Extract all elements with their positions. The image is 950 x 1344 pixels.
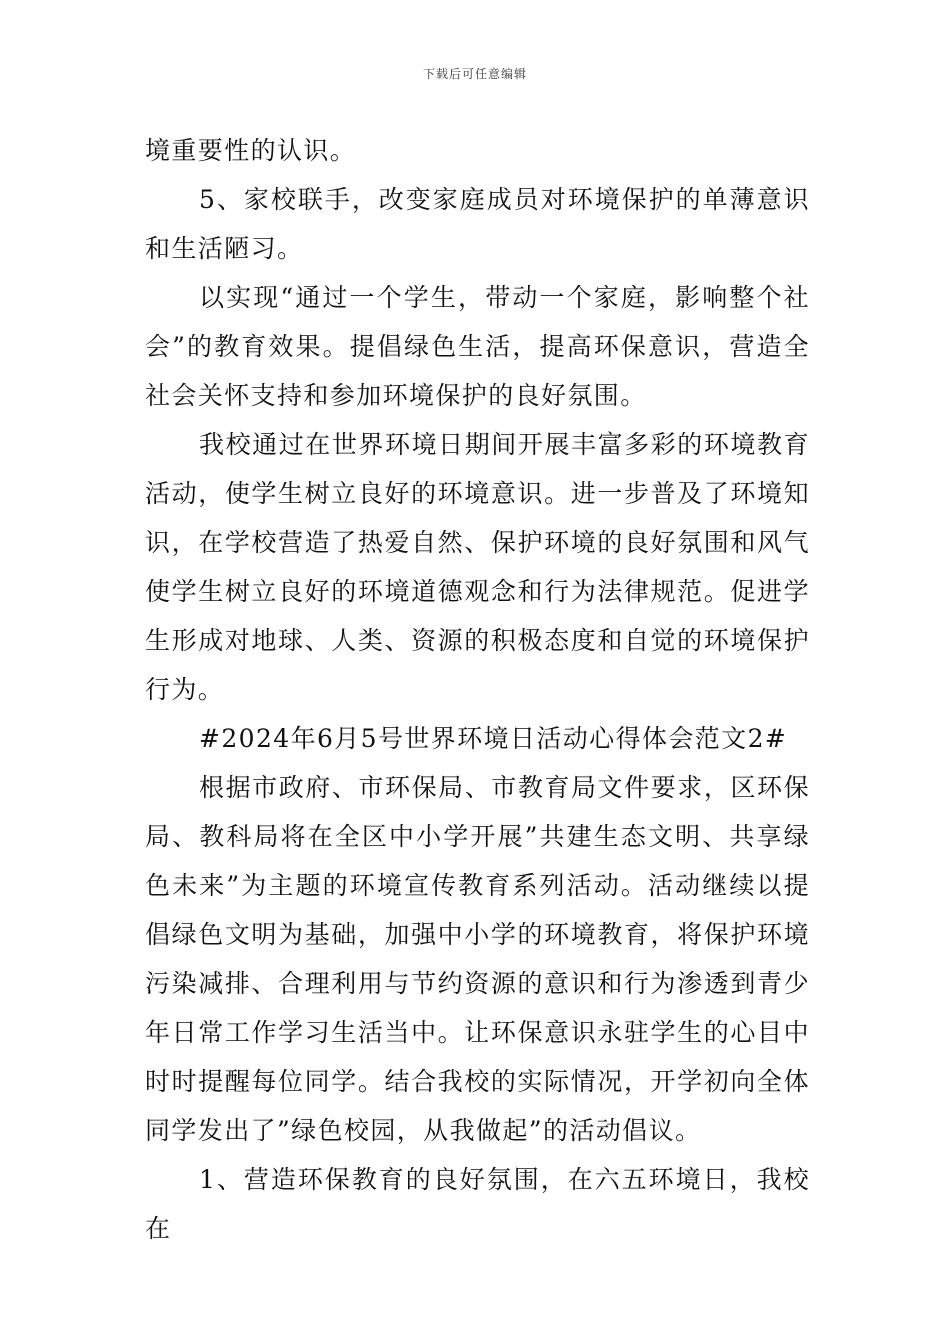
paragraph-continuation: 境重要性的认识。 <box>145 136 357 165</box>
paragraph-policy: 根据市政府、市环保局、市教育局文件要求，区环保局、教科局将在全区中小学开展”共建生态文明、共享绿色未来”为主题的环境宣传教育系列活动。活动继续以提倡绿色文明为基础，加强中小学的环境教育，将保护环境污染减排、合理利用与节约资源的意识和行为渗透到青少年日常工作学习生活当中。让环保意识永驻学生的心目中时时提醒每位同学。结合我校的实际情况，开学初向全体同学发出了”绿色校园，从我做起”的活动倡议。 <box>145 773 810 1145</box>
document-body <box>145 126 810 1253</box>
section-heading: #2024年6月5号世界环境日活动心得体会范文2# <box>199 724 788 753</box>
paragraph-item-5: 5、家校联手，改变家庭成员对环境保护的单薄意识和生活陋习。 <box>145 185 810 263</box>
paragraph-school-activities: 我校通过在世界环境日期间开展丰富多彩的环境教育活动，使学生树立良好的环境意识。进一步普及了环境知识，在学校营造了热爱自然、保护环境的良好氛围和风气使学生树立良好的环境道德观念和行为法律规范。促进学生形成对地球、人类、资源的积极态度和自觉的环境保护行为。 <box>145 430 810 704</box>
header-note: 下载后可任意编辑 <box>422 67 527 81</box>
paragraph-item-1: 1、营造环保教育的良好氛围，在六五环境日，我校在 <box>145 1165 810 1243</box>
paragraph-education-effect: 以实现“通过一个学生，带动一个家庭，影响整个社会”的教育效果。提倡绿色生活，提高环保意识，营造全社会关怀支持和参加环境保护的良好氛围。 <box>145 283 810 410</box>
